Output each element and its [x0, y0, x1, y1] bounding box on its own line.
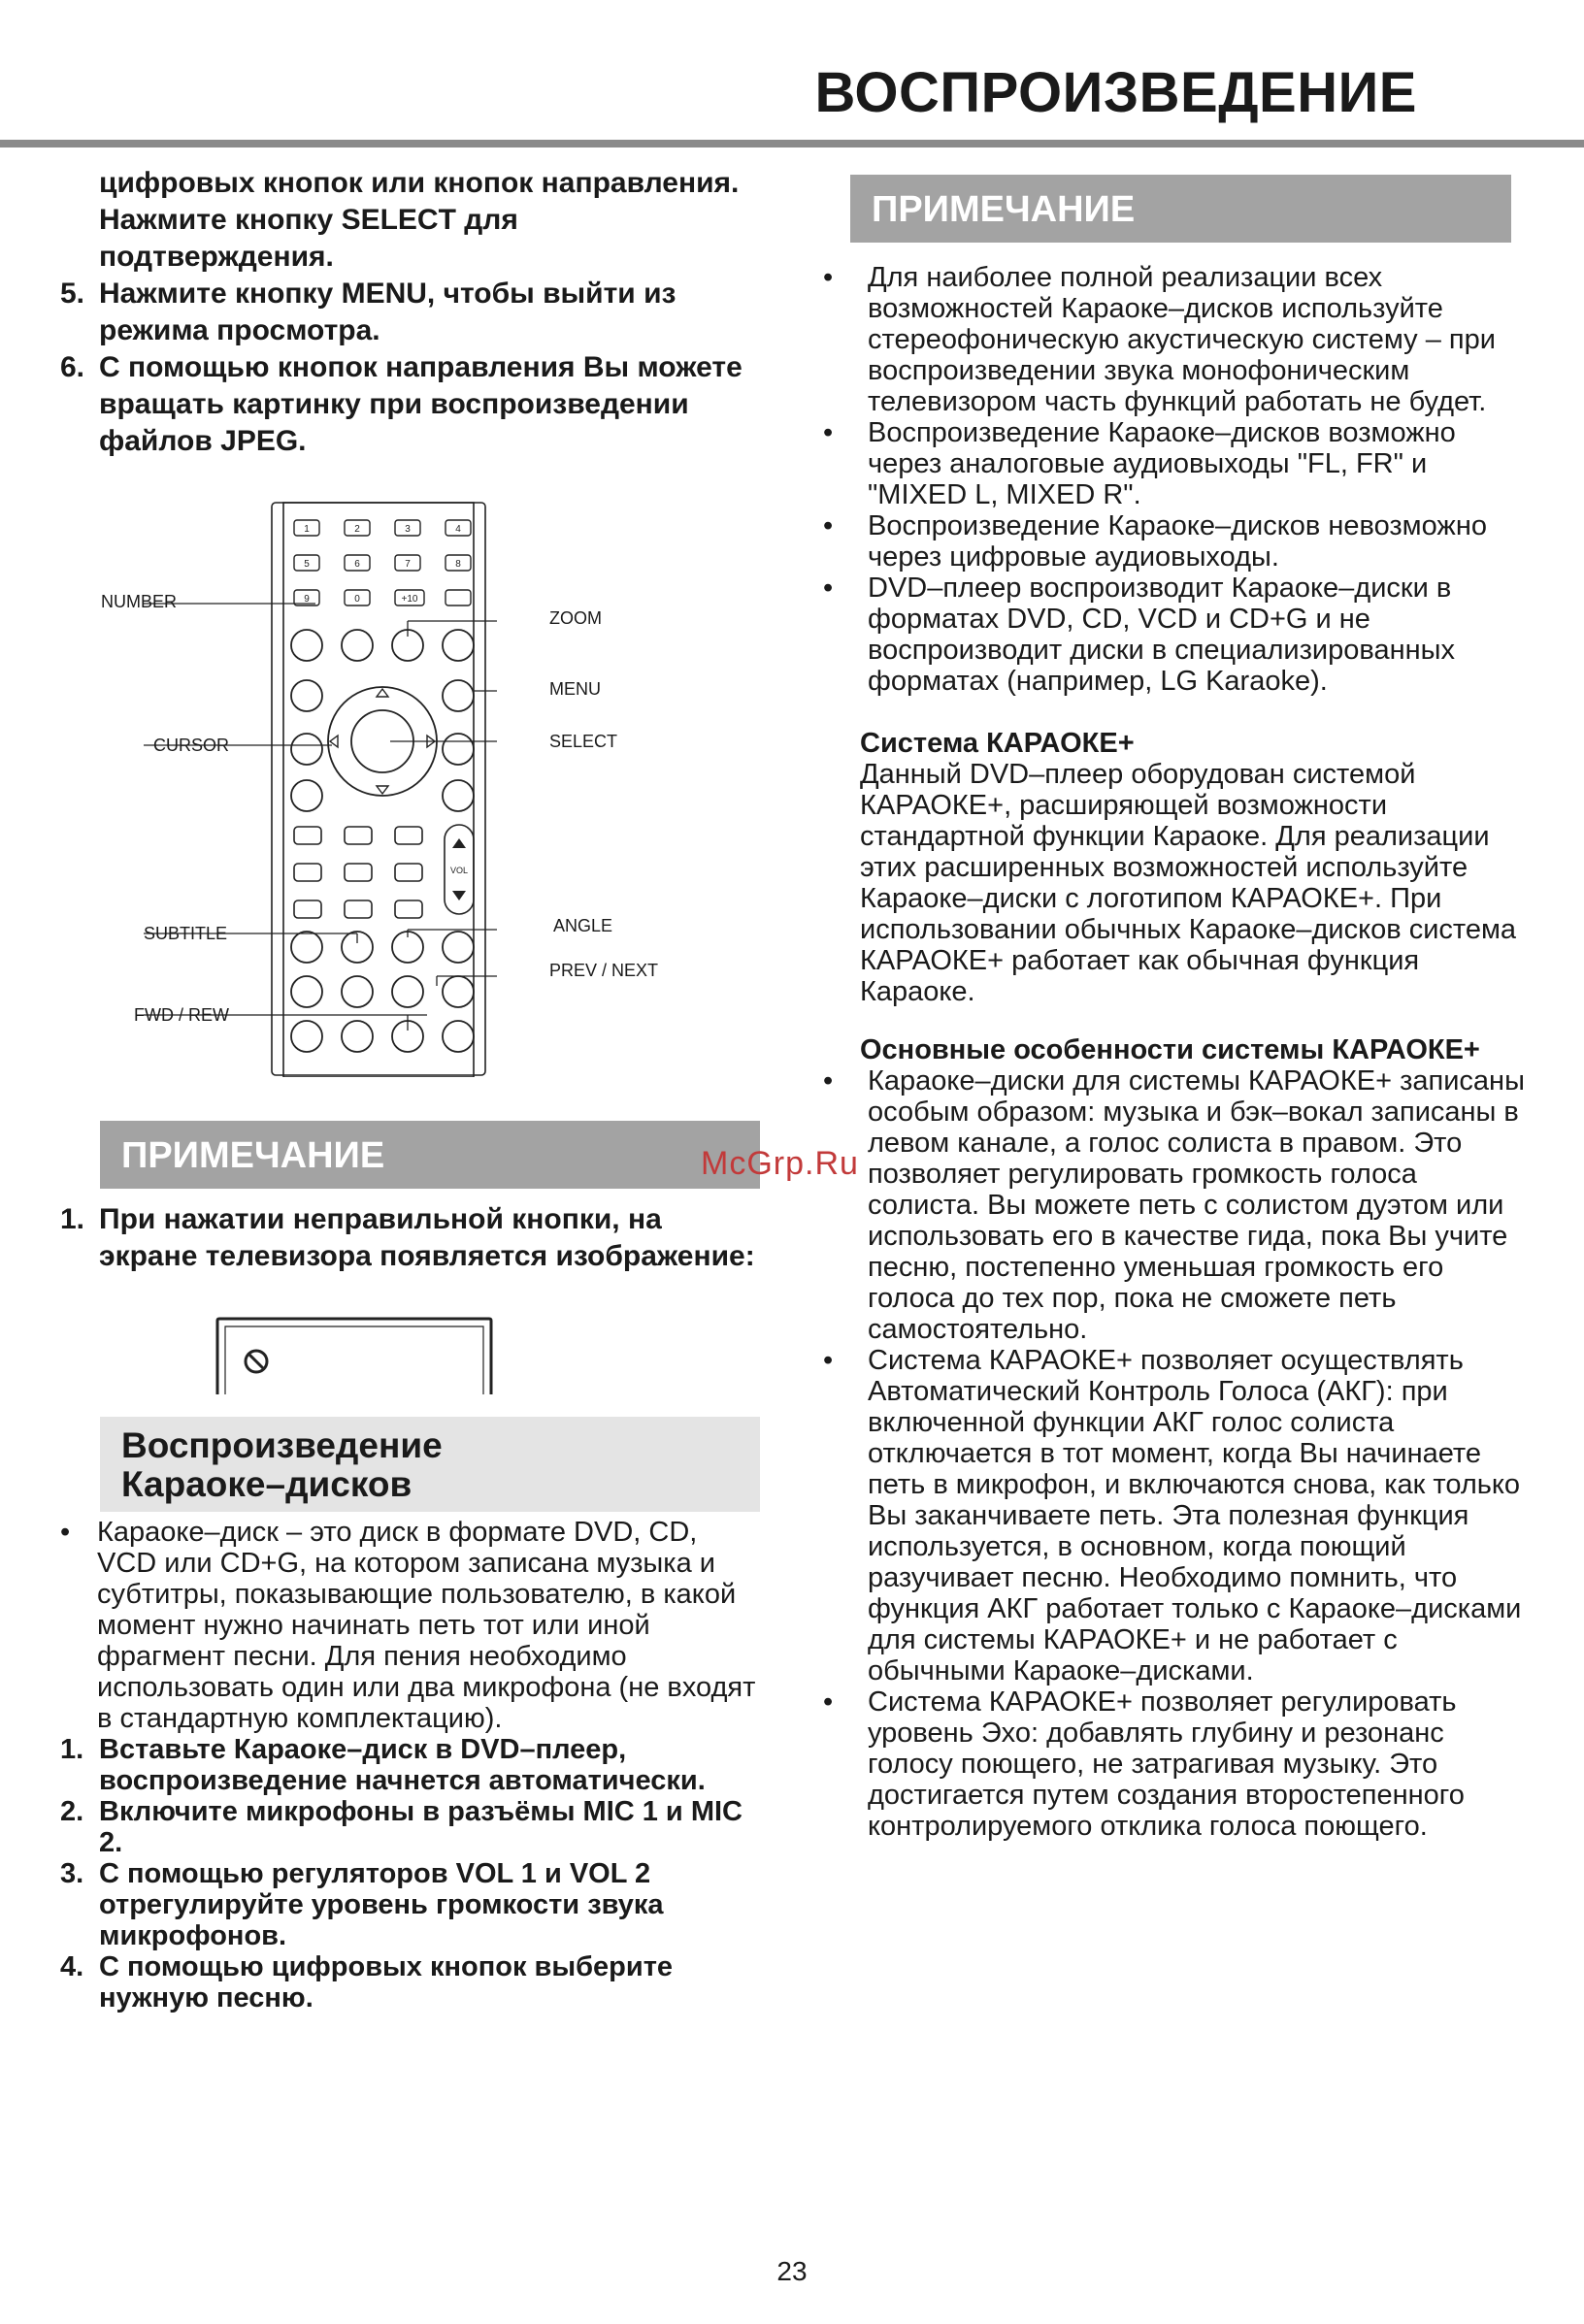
item-text: При нажатии неправильной кнопки, на экране телевизора появляется изображение: [99, 1203, 755, 1272]
item-number: 2. [60, 1796, 84, 1827]
karaoke-steps [60, 1734, 759, 2013]
remote-control-diagram [136, 495, 505, 1077]
round-key [291, 1021, 322, 1052]
bullet-text: Караоке–диск – это диск в формате DVD, CD, VCD или CD+G, на котором записана музыка и субтитры, показывающие пользователю, в какой момент нужно начинать петь тот или иной фрагмент песни. Для пения необходимо использовать один или два микрофона (не входят в стандартную комплектацию). [97, 1517, 756, 1734]
bullet-text: Воспроизведение Караоке–дисков возможно через аналоговые аудиовыходы "FL, FR" и "MIXED L, MIXED R". [868, 417, 1456, 510]
item-number [60, 165, 99, 276]
round-key [443, 734, 474, 765]
item-text: С помощью цифровых кнопок выберите нужную песню. [99, 1951, 674, 2013]
item-number: 1. [60, 1734, 84, 1765]
bullet-text: Для наиболее полной реализации всех возможностей Караоке–дисков используйте стереофоническую акустическую систему – при воспроизведении звука монофоническим телевизором часть функций работать не будет. [868, 262, 1496, 417]
number-key [446, 590, 471, 606]
number-label: NUMBER [101, 592, 178, 611]
bullet-text: Система КАРАОКЕ+ позволяет регулировать уровень Эхо: добавлять глубину и резонанс голосу поющего, не затрагивая музыку. Это достигается путем создания второстепенного контролируемого отклика голоса поющего. [868, 1686, 1465, 1842]
subtitle-label: SUBTITLE [144, 924, 228, 943]
prohibited-icon [246, 1351, 267, 1372]
item-number: 1. [60, 1203, 85, 1235]
fwd-key [443, 1021, 474, 1052]
bullet-dot: • [823, 262, 834, 293]
section-title [100, 1417, 760, 1512]
rect-key [395, 827, 422, 844]
item-text: С помощью регуляторов VOL 1 и VOL 2 отрегулируйте уровень громкости звука микрофонов. [99, 1858, 664, 1951]
cursor-label: CURSOR [153, 736, 230, 755]
rect-key [294, 864, 321, 881]
key-label: +10 [401, 594, 418, 605]
round-key [291, 976, 322, 1007]
left-column-top [60, 165, 759, 460]
vol-label: VOL [449, 866, 469, 875]
subsection-title: Основные особенности системы КАРАОКЕ+ [860, 1034, 1480, 1065]
fwd-rew-label: FWD / REW [134, 1005, 229, 1025]
round-key [291, 680, 322, 711]
features-block [815, 1034, 1534, 1842]
angle-label: ANGLE [553, 916, 613, 935]
bullet-dot: • [60, 1517, 71, 1548]
tv-error-screen [215, 1317, 493, 1394]
key-label: 1 [304, 524, 310, 535]
bullet-dot: • [823, 510, 834, 541]
right-column [815, 175, 1534, 1842]
page-title: ВОСПРОИЗВЕДЕНИЕ [814, 61, 1417, 124]
section-title-line: Воспроизведение [121, 1425, 443, 1465]
round-key [291, 630, 322, 661]
bullet-dot: • [823, 1345, 834, 1376]
bullet-item [815, 573, 1534, 697]
subtitle-key [291, 932, 322, 963]
prev-key [392, 976, 423, 1007]
prev-next-label: PREV / NEXT [549, 961, 659, 980]
list-item [60, 1858, 759, 1951]
list-item [60, 349, 759, 460]
key-label: 6 [354, 559, 360, 570]
item-text: С помощью кнопок направления Вы можете вращать картинку при воспроизведении файлов JPEG. [99, 351, 742, 457]
item-number: 3. [60, 1858, 84, 1889]
round-key [342, 976, 373, 1007]
bullet-dot: • [823, 573, 834, 604]
key-label: 3 [405, 524, 411, 535]
section-title-line: Караоке–дисков [121, 1464, 412, 1504]
system-block [860, 728, 1534, 1007]
item-text: Нажмите кнопку MENU, чтобы выйти из режима просмотра. [99, 278, 676, 346]
key-label: 8 [455, 559, 461, 570]
zoom-label: ZOOM [549, 608, 602, 628]
bullet-item [815, 1345, 1534, 1686]
list-item [60, 1951, 759, 2013]
arrow-up-icon [377, 689, 388, 697]
intro-steps [60, 165, 759, 460]
karaoke-body [60, 1517, 759, 2013]
bullet-item [815, 510, 1534, 573]
select-label: SELECT [549, 732, 618, 751]
bullet-item [815, 1065, 1534, 1345]
bullet-text: DVD–плеер воспроизводит Караоке–диски в форматах DVD, CD, VCD и CD+G и не воспроизводит диски в специализированных форматах (например, LG Karaoke). [868, 573, 1455, 697]
item-text: Включите микрофоны в разъёмы MIC 1 и MIC 2. [99, 1796, 742, 1858]
note-title: ПРИМЕЧАНИЕ [850, 175, 1511, 243]
rect-key [395, 864, 422, 881]
watermark: McGrp.Ru [701, 1145, 859, 1182]
bullet-item [60, 1517, 759, 1734]
round-key [291, 734, 322, 765]
list-item [60, 1796, 759, 1858]
left-note [100, 1121, 760, 1189]
bullet-item [815, 262, 1534, 417]
rect-key [345, 864, 372, 881]
key-label: 2 [354, 524, 360, 535]
note-title: ПРИМЕЧАНИЕ [100, 1121, 760, 1189]
item-number: 5. [60, 278, 85, 310]
round-key [443, 630, 474, 661]
vol-up-icon [452, 838, 466, 848]
bullet-dot: • [823, 1686, 834, 1718]
round-key [443, 780, 474, 811]
list-item [60, 1201, 759, 1275]
subsection-title: Система КАРАОКЕ+ [860, 728, 1135, 759]
header-rule [0, 140, 1584, 147]
list-item [60, 165, 759, 276]
bullet-text: Система КАРАОКЕ+ позволяет осуществлять Автоматический Контроль Голоса (АКГ): при включенной функции АКГ голос солиста отключается в тот момент, когда Вы начинаете петь в микрофон, и включаются снова, как только Вы заканчиваете петь. Эта полезная функция используется, в основном, когда поющий разучивает песню. Необходимо помнить, что функция АКГ работает только с Караоке–дисками для системы КАРАОКЕ+ и не работает с обычными Караоке–дисками. [868, 1345, 1522, 1686]
bullet-item [815, 417, 1534, 510]
item-number: 6. [60, 351, 85, 383]
note-bullets [815, 262, 1534, 697]
list-item [60, 1734, 759, 1796]
item-text: цифровых кнопок или кнопок направления. Нажмите кнопку SELECT для подтверждения. [99, 167, 740, 273]
rect-key [345, 827, 372, 844]
bullet-item [815, 1686, 1534, 1842]
key-label: 4 [455, 524, 461, 535]
bullet-dot: • [823, 417, 834, 448]
rect-key [294, 900, 321, 918]
paragraph: Данный DVD–плеер оборудован системой КАРАОКЕ+, расширяющей возможности стандартной функции Караоке. Для реализации этих расширенных возможностей используйте Караоке–диски с логотипом КАРАОКЕ+. При использовании обычных Караоке–дисков система КАРАОКЕ+ работает как обычная функция Караоке. [860, 759, 1517, 1007]
list-item [60, 276, 759, 349]
next-key [443, 976, 474, 1007]
menu-label: MENU [549, 679, 601, 699]
key-label: 5 [304, 559, 310, 570]
round-key [342, 1021, 373, 1052]
karaoke-section [100, 1417, 760, 1512]
menu-key [443, 680, 474, 711]
rect-key [395, 900, 422, 918]
round-key [443, 932, 474, 963]
item-number: 4. [60, 1951, 84, 1982]
bullet-dot: • [823, 1065, 834, 1097]
bullet-text: Воспроизведение Караоке–дисков невозможно через цифровые аудиовыходы. [868, 510, 1487, 573]
round-key [291, 780, 322, 811]
rect-key [294, 827, 321, 844]
round-key [342, 630, 373, 661]
bullet-text: Караоке–диски для системы КАРАОКЕ+ записаны особым образом: музыка и бэк–вокал записаны в левом канале, а голос солиста в правом. Это позволяет регулировать громкость голоса солиста. Вы можете петь с солистом дуэтом или использовать его в качестве гида, пока Вы учите песню, постепенно уменьшая громкость его голоса до тех пор, пока не сможете петь самостоятельно. [868, 1065, 1525, 1345]
key-label: 9 [304, 594, 310, 605]
arrow-down-icon [377, 786, 388, 794]
page-number: 23 [776, 2256, 808, 2286]
key-label: 7 [405, 559, 411, 570]
key-label: 0 [354, 594, 360, 605]
note-list [60, 1201, 759, 1275]
item-text: Вставьте Караоке–диск в DVD–плеер, воспроизведение начнется автоматически. [99, 1734, 706, 1796]
rect-key [345, 900, 372, 918]
vol-down-icon [452, 891, 466, 900]
